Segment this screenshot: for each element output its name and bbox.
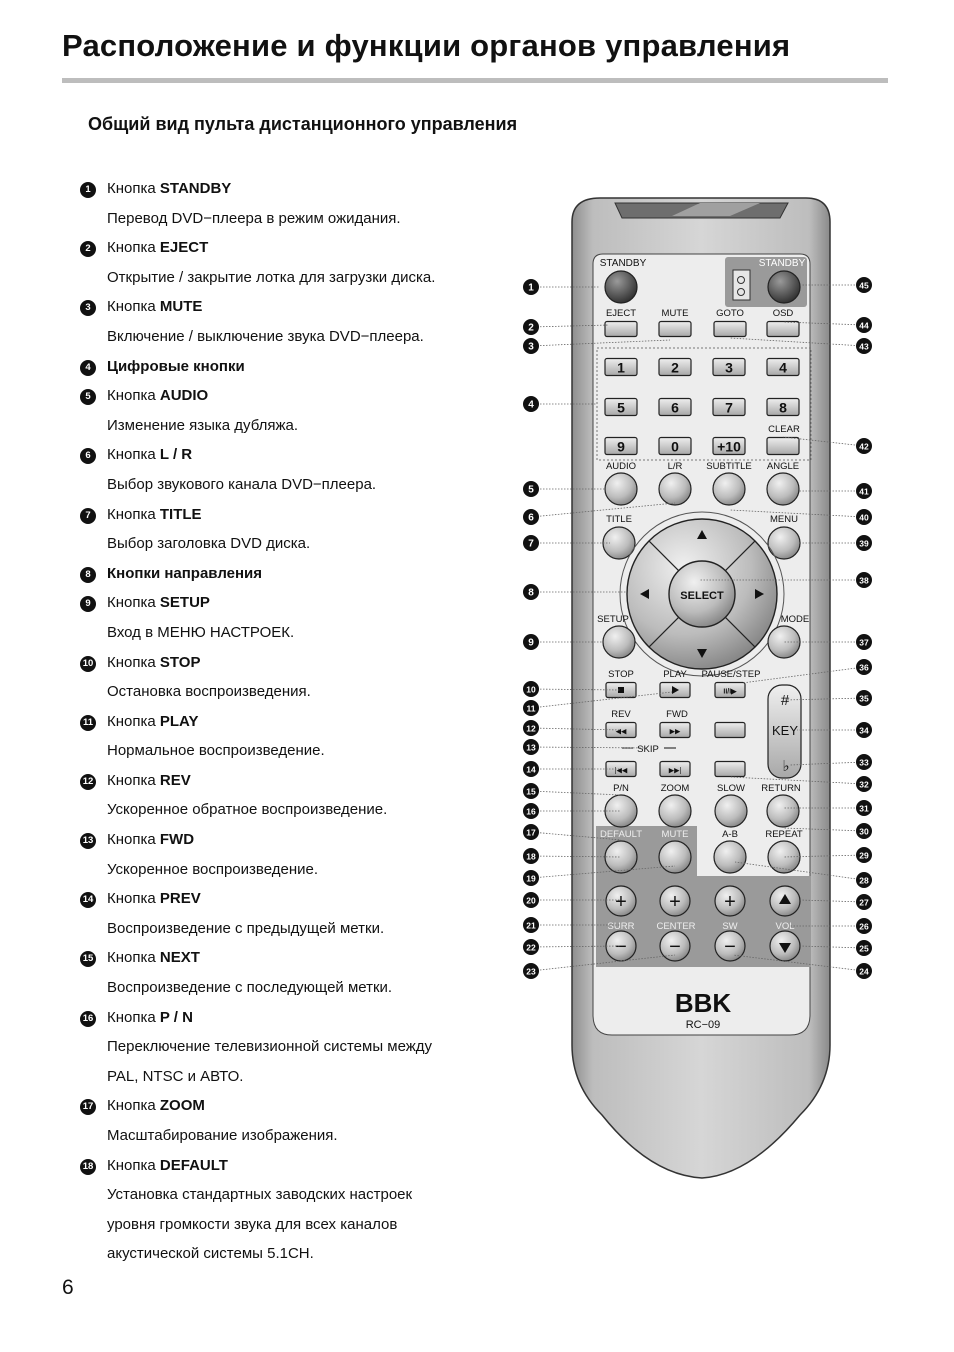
item-name: Цифровые кнопки <box>107 357 245 375</box>
audio-button <box>605 473 637 505</box>
pn-label: P/N <box>613 783 629 794</box>
select-label: SELECT <box>680 590 724 602</box>
callout-number: 24 <box>859 966 869 977</box>
ab-button <box>714 841 746 873</box>
title-underline <box>62 78 888 83</box>
callout-number: 21 <box>526 920 536 931</box>
digit-label: 5 <box>617 399 625 416</box>
callout-number: 31 <box>859 803 869 814</box>
callout-number: 6 <box>528 512 534 524</box>
callout-number: 9 <box>528 637 534 649</box>
callout-number: 25 <box>859 943 869 954</box>
blank-button <box>715 723 745 738</box>
item-description: Воспроизведение с предыдущей метки. <box>107 919 385 937</box>
item-prefix: Кнопка <box>107 890 160 908</box>
remote-control-figure <box>500 180 890 1180</box>
lr-button <box>659 473 691 505</box>
digit-label: 4 <box>779 359 787 376</box>
item-prefix: Кнопка <box>107 239 160 257</box>
mode-button <box>768 626 800 658</box>
eject-button <box>605 322 637 337</box>
item-description: Перевод DVD−плеера в режим ожидания. <box>107 209 401 227</box>
item-name: NEXT <box>159 949 200 967</box>
item-description: Нормальное воспроизведение. <box>107 742 325 760</box>
callout-number: 7 <box>528 538 534 550</box>
title-label: TITLE <box>606 514 632 525</box>
repeat-button <box>768 841 800 873</box>
model-label: RC−09 <box>685 1019 721 1031</box>
item-name: STANDBY <box>159 180 232 197</box>
item-number-badge: 17 <box>80 1099 96 1115</box>
item-prefix: Кнопка <box>107 446 160 464</box>
sw-label: SW <box>722 921 738 932</box>
item-number-badge: 14 <box>80 892 96 908</box>
callout-number: 16 <box>526 806 536 817</box>
callout-number: 29 <box>859 850 869 861</box>
item-name: REV <box>159 771 191 789</box>
rev-icon: ◀◀ <box>615 728 627 736</box>
item-prefix: Кнопка <box>107 831 160 849</box>
minus-icon: − <box>724 936 736 958</box>
item-number-badge: 13 <box>80 833 96 849</box>
list-item <box>80 444 500 474</box>
callout-number: 8 <box>528 587 534 599</box>
item-prefix: Кнопка <box>107 1008 160 1026</box>
setup-button <box>603 626 635 658</box>
mode-label: MODE <box>780 614 810 625</box>
item-prefix: Кнопка <box>107 771 160 789</box>
item-name: L / R <box>159 446 193 464</box>
item-description: Включение / выключение звука DVD−плеера. <box>107 327 424 345</box>
page-title: Расположение и функции органов управления <box>62 28 791 63</box>
list-item <box>80 711 500 741</box>
digit-label: 2 <box>671 359 679 376</box>
item-description: PAL, NTSC и АВТО. <box>107 1067 244 1085</box>
callout-number: 39 <box>859 538 869 549</box>
plus-icon: + <box>615 891 627 913</box>
item-description: Масштабирование изображения. <box>107 1127 338 1144</box>
sharp-label: # <box>780 692 790 709</box>
item-number-badge: 3 <box>80 300 96 316</box>
standby-button <box>605 271 637 303</box>
callout-number: 30 <box>859 826 869 837</box>
page-number: 6 <box>62 1276 74 1299</box>
key-label: KEY <box>771 723 799 738</box>
subtitle-label: SUBTITLE <box>706 461 752 472</box>
osd-label: OSD <box>772 308 794 319</box>
goto-label: GOTO <box>716 308 744 319</box>
digit-label: 0 <box>671 438 679 455</box>
list-item <box>80 592 500 622</box>
item-name: PLAY <box>159 712 199 730</box>
item-name: SETUP <box>159 594 210 612</box>
callout-number: 12 <box>526 723 536 734</box>
menu-button <box>768 527 800 559</box>
item-number-badge: 15 <box>80 951 96 967</box>
item-name: AUDIO <box>159 387 209 405</box>
digit-label: 1 <box>617 359 625 376</box>
item-prefix: Кнопка <box>107 505 160 523</box>
item-prefix: Кнопка <box>107 298 160 316</box>
play-label: PLAY <box>663 669 687 680</box>
return-label: RETURN <box>761 783 801 794</box>
item-name: ZOOM <box>159 1097 205 1115</box>
item-name: DEFAULT <box>159 1156 228 1174</box>
item-number-badge: 8 <box>80 567 96 583</box>
callout-number: 45 <box>859 280 869 291</box>
section-subtitle: Общий вид пульта дистанционного управления <box>88 114 518 134</box>
list-item <box>80 504 500 534</box>
callout-number: 5 <box>528 484 534 496</box>
list-item <box>80 829 500 859</box>
callout-number: 17 <box>526 827 536 838</box>
callout-number: 36 <box>859 662 869 673</box>
item-prefix: Кнопка <box>107 653 160 671</box>
mute2-label: MUTE <box>661 829 689 840</box>
digit-label: 3 <box>725 359 733 376</box>
lr-label: L/R <box>667 461 683 472</box>
mute-label: MUTE <box>661 308 689 319</box>
callout-number: 20 <box>526 895 536 906</box>
slow-button <box>715 795 747 827</box>
callout-number: 34 <box>859 725 869 736</box>
digit-label: +10 <box>717 438 741 455</box>
item-prefix: Кнопка <box>107 387 160 405</box>
list-item <box>80 296 500 326</box>
standby-label: STANDBY <box>758 258 806 269</box>
center-label: CENTER <box>656 921 696 932</box>
goto-button <box>714 322 746 337</box>
list-item <box>80 770 500 800</box>
callout-number: 23 <box>526 966 536 977</box>
item-name: Кнопки направления <box>107 564 263 582</box>
mute-button <box>659 322 691 337</box>
fwd-icon: ▶▶ <box>669 728 681 736</box>
callout-number: 11 <box>526 703 536 714</box>
controls-list <box>80 178 500 1273</box>
callout-number: 4 <box>528 399 534 411</box>
prev-icon: |◀◀ <box>614 767 628 775</box>
menu-label: MENU <box>770 514 798 525</box>
callout-number: 44 <box>859 320 869 331</box>
callout-number: 15 <box>526 786 536 797</box>
item-name: PREV <box>159 890 201 908</box>
osd-button <box>767 322 799 337</box>
skip-label: SKIP <box>637 744 659 755</box>
return-button <box>767 795 799 827</box>
item-description: Открытие / закрытие лотка для загрузки диска. <box>107 268 436 286</box>
audio-label: AUDIO <box>605 461 637 472</box>
list-item <box>80 1007 500 1037</box>
callout-number: 22 <box>526 942 536 953</box>
item-number-badge: 1 <box>80 182 96 198</box>
item-name: STOP <box>159 653 201 671</box>
item-name: TITLE <box>159 505 202 523</box>
callout-number: 43 <box>859 341 869 352</box>
item-number-badge: 7 <box>80 508 96 524</box>
blank-button <box>715 762 745 777</box>
item-description: Вход в МЕНЮ НАСТРОЕК. <box>107 623 295 641</box>
item-description: Воспроизведение с последующей метки. <box>107 979 393 997</box>
item-number-badge: 5 <box>80 389 96 405</box>
list-item <box>80 1155 500 1185</box>
pause-step-label: PAUSE/STEP <box>701 669 761 680</box>
surr-label: SURR <box>607 921 635 932</box>
rev-label: REV <box>611 709 631 720</box>
item-description: Ускоренное обратное воспроизведение. <box>107 801 388 819</box>
plus-icon: + <box>724 891 736 913</box>
list-item <box>80 888 500 918</box>
item-prefix: Кнопка <box>107 180 160 197</box>
callout-number: 2 <box>528 322 534 334</box>
mute2-button <box>659 841 691 873</box>
minus-icon: − <box>615 936 627 958</box>
flat-label: ♭ <box>782 758 790 775</box>
item-number-badge: 12 <box>80 774 96 790</box>
callout-number: 27 <box>859 897 869 908</box>
callout-number: 19 <box>526 873 536 884</box>
setup-label: SETUP <box>597 614 629 625</box>
item-prefix: Кнопка <box>107 594 160 612</box>
item-description: Выбор заголовка DVD диска. <box>107 535 311 553</box>
vol-label: VOL <box>775 921 795 932</box>
pause-step-icon: II/I▶ <box>723 688 737 696</box>
minus-icon: − <box>669 936 681 958</box>
item-description: уровня громкости звука для всех каналов <box>107 1215 398 1233</box>
list-item <box>80 652 500 682</box>
list-item <box>80 1095 500 1125</box>
item-description: Ускоренное воспроизведение. <box>107 860 318 878</box>
fwd-label: FWD <box>666 709 688 720</box>
default-label: DEFAULT <box>599 829 643 840</box>
item-prefix: Кнопка <box>107 949 160 967</box>
item-prefix: Кнопка <box>107 712 160 730</box>
callout-number: 14 <box>526 764 536 775</box>
item-description: Изменение языка дубляжа. <box>107 416 299 434</box>
callout-number: 10 <box>526 684 536 695</box>
callout-number: 38 <box>859 575 869 586</box>
item-description: акустической системы 5.1CH. <box>107 1245 314 1263</box>
list-item <box>80 178 500 208</box>
item-description: Переключение телевизионной системы между <box>107 1038 433 1056</box>
digit-label: 6 <box>671 399 679 416</box>
callout-number: 37 <box>859 637 869 648</box>
repeat-label: REPEAT <box>765 829 803 840</box>
callout-number: 3 <box>528 341 534 353</box>
callout-number: 42 <box>859 441 869 452</box>
stop-label: STOP <box>608 669 634 680</box>
callout-number: 18 <box>526 851 536 862</box>
list-item <box>80 947 500 977</box>
callout-number: 32 <box>859 779 869 790</box>
digit-label: 7 <box>725 399 733 416</box>
item-number-badge: 11 <box>80 715 96 731</box>
digit-label: 9 <box>617 438 625 455</box>
next-icon: ▶▶| <box>668 767 682 775</box>
list-item <box>80 385 500 415</box>
callout-number: 28 <box>859 875 869 886</box>
brand-logo: BBK <box>674 988 732 1018</box>
item-number-badge: 2 <box>80 241 96 257</box>
callout-number: 33 <box>859 757 869 768</box>
item-name: P / N <box>159 1008 193 1026</box>
item-number-badge: 9 <box>80 596 96 612</box>
item-description: Установка стандартных заводских настроек <box>107 1186 413 1204</box>
callout-number: 40 <box>859 512 869 523</box>
callout-number: 41 <box>859 486 869 497</box>
angle-button <box>767 473 799 505</box>
item-name: MUTE <box>159 298 203 316</box>
item-name: FWD <box>159 831 195 849</box>
item-number-badge: 16 <box>80 1011 96 1027</box>
slow-label: SLOW <box>717 783 745 794</box>
item-description: Остановка воспроизведения. <box>107 683 311 701</box>
zoom-label: ZOOM <box>660 783 690 794</box>
eject-label: EJECT <box>605 308 637 319</box>
list-item <box>80 563 500 593</box>
clear-label: CLEAR <box>768 424 800 435</box>
clear-button <box>767 438 799 455</box>
item-number-badge: 18 <box>80 1159 96 1175</box>
standby-label: STANDBY <box>599 258 647 269</box>
zoom-button <box>659 795 691 827</box>
callout-number: 26 <box>859 921 869 932</box>
list-item <box>80 237 500 267</box>
item-prefix: Кнопка <box>107 1097 160 1115</box>
angle-label: ANGLE <box>766 461 800 472</box>
plus-icon: + <box>669 891 681 913</box>
ab-label: A-B <box>722 829 738 840</box>
standby-button <box>768 271 800 303</box>
digit-label: 8 <box>779 399 787 416</box>
item-number-badge: 10 <box>80 656 96 672</box>
callout-number: 13 <box>526 742 536 753</box>
item-name: EJECT <box>159 239 209 257</box>
callout-number: 1 <box>528 282 534 294</box>
item-number-badge: 6 <box>80 448 96 464</box>
item-prefix: Кнопка <box>107 1156 160 1174</box>
subtitle-button <box>713 473 745 505</box>
callout-number: 35 <box>859 693 869 704</box>
item-number-badge: 4 <box>80 360 96 376</box>
list-item <box>80 356 500 386</box>
item-description: Выбор звукового канала DVD−плеера. <box>107 475 377 493</box>
